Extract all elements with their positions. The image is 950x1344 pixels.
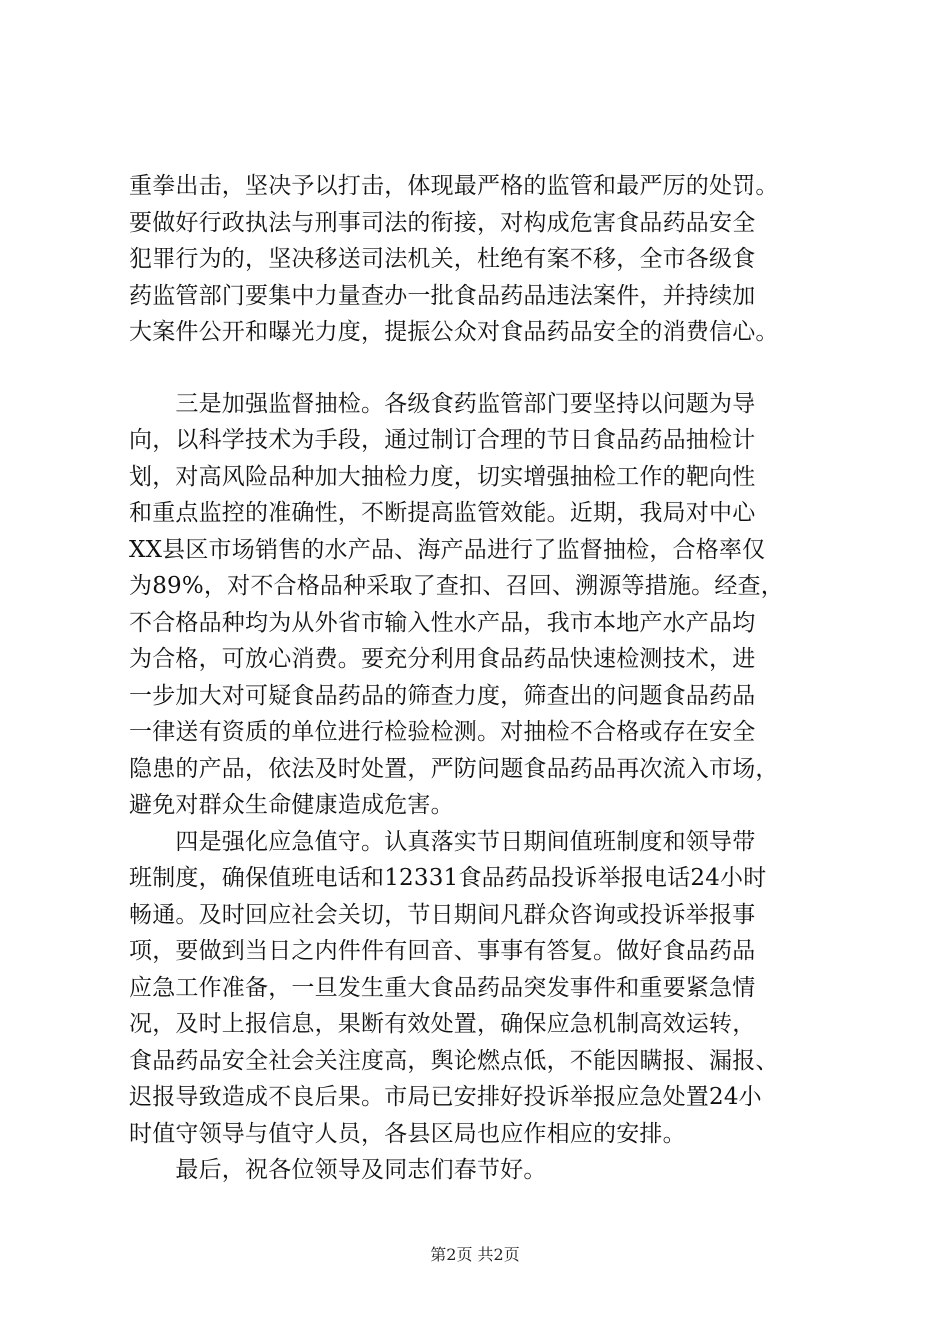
page-footer: 第2页 共2页 — [430, 1245, 520, 1264]
text-line: 应急工作准备，一旦发生重大食品药品突发事件和重要紧急情 — [129, 974, 756, 1001]
text-line: 要做好行政执法与刑事司法的衔接，对构成危害食品药品安全 — [129, 209, 756, 236]
text-line: 况，及时上报信息，果断有效处置，确保应急机制高效运转， — [129, 1011, 756, 1037]
text-line: 药监管部门要集中力量查办一批食品药品违法案件，并持续加 — [129, 282, 756, 309]
text-line: 犯罪行为的，坚决移送司法机关，杜绝有案不移，全市各级食 — [129, 246, 756, 272]
text-line: XX县区市场销售的水产品、海产品进行了监督抽检，合格率仅 — [129, 536, 766, 563]
text-line: 避免对群众生命健康造成危害。 — [129, 792, 454, 818]
text-line: 和重点监控的准确性，不断提高监管效能。近期，我局对中心 — [129, 500, 756, 526]
text-line: 大案件公开和曝光力度，提振公众对食品药品安全的消费信心。 — [129, 319, 779, 345]
text-line: 四是强化应急值守。认真落实节日期间值班制度和领导带 — [129, 828, 756, 855]
paragraph-gap — [129, 351, 841, 386]
text-line: 为89%，对不合格品种采取了查扣、召回、溯源等措施。经查， — [129, 573, 784, 599]
document-body — [129, 168, 841, 1189]
text-line: 不合格品种均为从外省市输入性水产品，我市本地产水产品均 — [129, 609, 756, 636]
text-line: 一步加大对可疑食品药品的筛查力度，筛查出的问题食品药品 — [129, 682, 756, 709]
text-line: 畅通。及时回应社会关切，节日期间凡群众咨询或投诉举报事 — [129, 901, 756, 928]
text-line: 项，要做到当日之内件件有回音、事事有答复。做好食品药品 — [129, 938, 756, 964]
text-line: 时值守领导与值守人员，各县区局也应作相应的安排。 — [129, 1120, 686, 1147]
text-line: 向，以科学技术为手段，通过制订合理的节日食品药品抽检计 — [129, 427, 756, 453]
text-line: 一律送有资质的单位进行检验检测。对抽检不合格或存在安全 — [129, 719, 756, 745]
text-line: 食品药品安全社会关注度高，舆论燃点低，不能因瞒报、漏报、 — [129, 1047, 779, 1074]
text-line: 迟报导致造成不良后果。市局已安排好投诉举报应急处置24小 — [129, 1084, 762, 1110]
text-line: 最后，祝各位领导及同志们春节好。 — [129, 1157, 547, 1183]
text-line: 班制度，确保值班电话和12331食品药品投诉举报电话24小时 — [129, 865, 767, 891]
text-line: 重拳出击，坚决予以打击，体现最严格的监管和最严厉的处罚。 — [129, 173, 779, 199]
text-line: 隐患的产品，依法及时处置，严防问题食品药品再次流入市场， — [129, 755, 779, 782]
text-line: 划，对高风险品种加大抽检力度，切实增强抽检工作的靶向性 — [129, 463, 756, 490]
text-line: 三是加强监督抽检。各级食药监管部门要坚持以问题为导 — [129, 390, 756, 417]
text-line: 为合格，可放心消费。要充分利用食品药品快速检测技术，进 — [129, 646, 756, 672]
